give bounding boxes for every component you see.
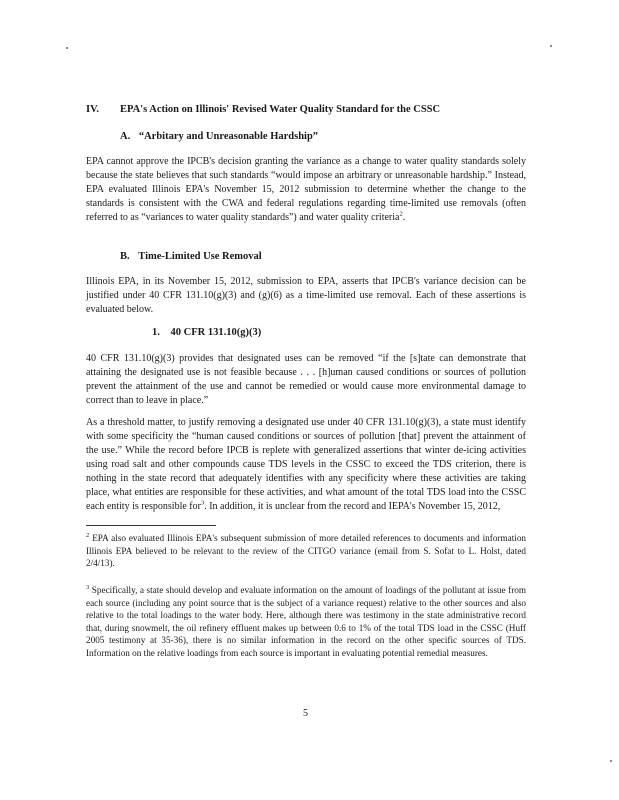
scan-speck	[66, 47, 68, 49]
threshold-paragraph: As a threshold matter, to justify removing a designated use under 40 CFR 131.10(g)(3), a state must identify with some specificity the “human caused conditions or sources of pollution [that] prevent the attainment of the use.” While the record before IPCB is replete with generalized assertions that winter de-icing activities using road salt and other compounds cause TDS levels in the CSSC to exceed the TDS criterion, there is nothing in the state record that adequately identifies with any specificity where these activities are taking place, what entities are responsible for these activities, and what amount of the total TDS load into the CSSC each entity is responsible for$^3$. In addition, it is unclear from the record and IEPA's November 15, 2012,	[86, 417, 526, 512]
subsection-b-letter: B.	[120, 251, 130, 262]
subsubsection-1-heading	[152, 327, 261, 338]
g3-paragraph: 40 CFR 131.10(g)(3) provides that designated uses can be removed “if the [s]tate can demonstrate that attaining the designated use is not feasible because . . . [h]uman caused conditions or sources of pollution prevent the attainment of the use and cannot be remedied or would cause more environmental damage to correct than to leave in place.”	[86, 353, 526, 406]
footnote-ref-3: 3	[200, 499, 205, 507]
subsection-b-heading	[120, 251, 262, 262]
footnote-mark-3: 3	[86, 583, 90, 591]
footnote-2: $^2$ EPA also evaluated Illinois EPA's subsequent submission of more detailed references to documents and information Illinois EPA believed to be relevant to the review of the CITGO variance (email from S. Sofat to L. Holst, dated 2/4/13).	[86, 531, 527, 569]
scan-speck	[610, 760, 612, 762]
footnote-ref-2: 2	[399, 210, 403, 218]
section-title: EPA's Action on Illinois' Revised Water Quality Standard for the CSSC	[120, 104, 441, 115]
subsection-b-paragraph: Illinois EPA, in its November 15, 2012, submission to EPA, asserts that IPCB's variance decision can be justified under 40 CFR 131.10(g)(3) and (g)(6) as a time-limited use removal. Each of these assertions is evaluated below.	[86, 276, 526, 315]
subsection-a-heading	[120, 131, 318, 142]
footnote-3: $^3$ Specifically, a state should develop and evaluate information on the amount of loadings of the pollutant at issue from each source (including any point source that is the subject of a variance request) relative to the other sources and also relative to the total loadings to the water body. Here, although there was testimony in the state administrative record that, during snowmelt, the oil refinery effluent makes up between 0.6 to 1% of the total TDS load in the CSSC (Huff 2005 testimony at 35-36), there is no similar information in the record on the other specific sources of TDS. Information on the relative loadings from each source is important in evaluating potential remedial measures.	[86, 583, 526, 658]
subsection-a-title: “Arbitary and Unreasonable Hardship”	[138, 131, 319, 142]
page-number: 5	[303, 708, 308, 719]
subsubsection-1-title: 40 CFR 131.10(g)(3)	[170, 327, 262, 338]
subsubsection-1-number: 1.	[152, 327, 160, 338]
section-number: IV.	[86, 104, 99, 115]
section-heading	[86, 104, 441, 115]
scan-speck	[550, 45, 552, 47]
footnote-separator	[86, 525, 216, 526]
footnote-mark-2: 2	[86, 531, 90, 539]
subsection-b-title: Time-Limited Use Removal	[138, 251, 262, 262]
subsection-a-letter: A.	[120, 131, 131, 142]
subsection-a-paragraph: EPA cannot approve the IPCB's decision granting the variance as a change to water quality standards solely because the state believes that such standards “would impose an arbitrary or unreasonable hardship.” Instead, EPA evaluated Illinois EPA's November 15, 2012 submission to determine whether the change to the standards is consistent with the CWA and federal regulations regarding time-limited use removals (often referred to as “variances to water quality standards”) and water quality criteria$^2$.	[86, 156, 526, 223]
